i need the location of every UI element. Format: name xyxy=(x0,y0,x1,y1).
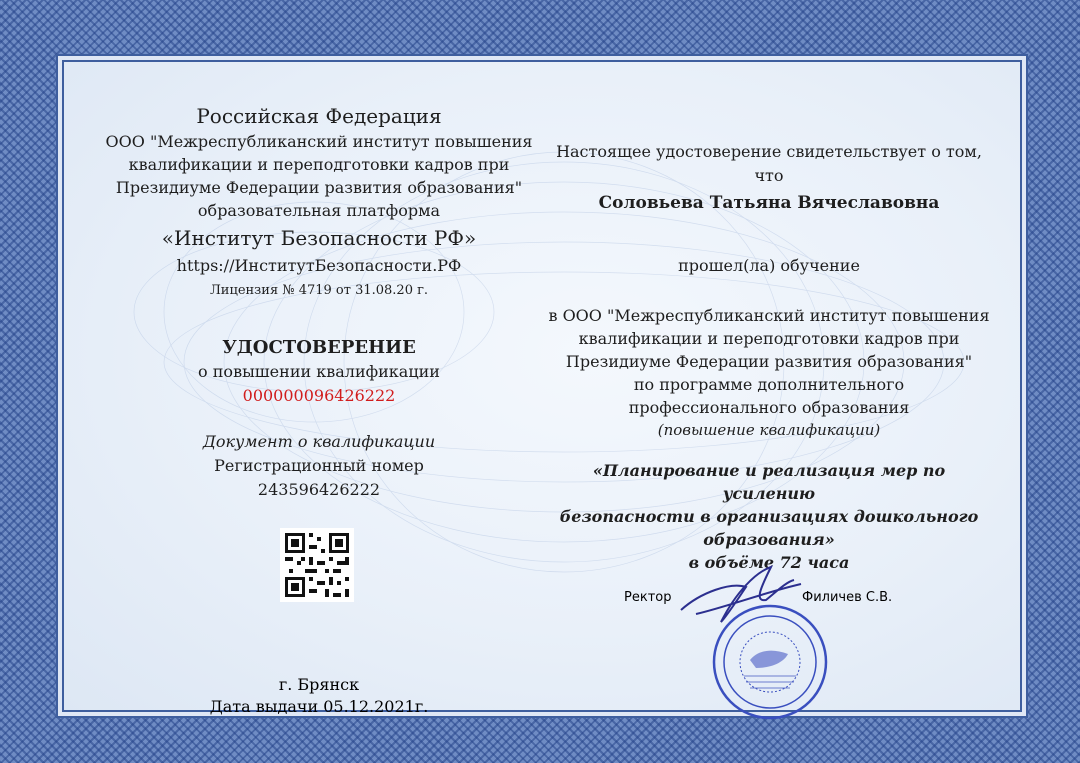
course-volume: в объёме 72 часа xyxy=(688,553,850,572)
issuer-org-line: Президиуме Федерации развития образования" xyxy=(115,178,523,197)
training-org-line: Президиуме Федерации развития образования" xyxy=(565,352,973,371)
license-text: Лицензия № 4719 от 31.08.20 г. xyxy=(209,283,429,298)
platform-url: https://ИнститутБезопасности.РФ xyxy=(176,256,462,275)
left-column xyxy=(64,102,574,502)
passed-training-text: прошел(ла) обучение xyxy=(678,256,860,275)
training-org-line: по программе дополнительного xyxy=(633,375,905,394)
registration-number: 243596426222 xyxy=(257,480,381,499)
qualification-title: Документ о квалификации xyxy=(202,432,436,451)
certificate-body xyxy=(62,60,1022,716)
training-org-line: в ООО "Межреспубликанский институт повышения xyxy=(548,306,990,325)
platform-name: «Институт Безопасности РФ» xyxy=(161,226,477,250)
issue-date: Дата выдачи 05.12.2021г. xyxy=(209,697,429,716)
organization-seal xyxy=(710,602,830,722)
training-org-line: профессионального образования xyxy=(628,398,910,417)
issuer-org-line: квалификации и переподготовки кадров при xyxy=(128,155,510,174)
training-org-line: квалификации и переподготовки кадров при xyxy=(578,329,960,348)
recipient-name: Соловьева Татьяна Вячеславовна xyxy=(598,193,940,213)
issuer-org-line: ООО "Межреспубликанский институт повышения xyxy=(105,132,533,151)
issue-city: г. Брянск xyxy=(278,675,360,694)
registration-label: Регистрационный номер xyxy=(214,456,424,475)
country-heading: Российская Федерация xyxy=(196,104,442,128)
certificate-intro-line: что xyxy=(754,166,784,185)
qr-code[interactable] xyxy=(280,528,354,602)
document-number: 000000096426222 xyxy=(242,386,396,405)
course-title-line: образования» xyxy=(703,530,835,549)
issuer-org-line: образовательная платформа xyxy=(197,201,441,220)
document-title: УДОСТОВЕРЕНИЕ xyxy=(222,337,416,358)
document-subtitle: о повышении квалификации xyxy=(198,362,440,381)
course-title-line: безопасности в организациях дошкольного xyxy=(559,507,979,526)
right-column xyxy=(544,140,994,574)
certificate-intro-line: Настоящее удостоверение свидетельствует о том, xyxy=(556,142,982,161)
signatory-name: Филичев С.В. xyxy=(802,590,893,605)
course-title-line: «Планирование и реализация мер по усилению xyxy=(592,461,946,503)
training-kind: (повышение квалификации) xyxy=(657,421,881,439)
signatory-title: Ректор xyxy=(624,590,672,605)
